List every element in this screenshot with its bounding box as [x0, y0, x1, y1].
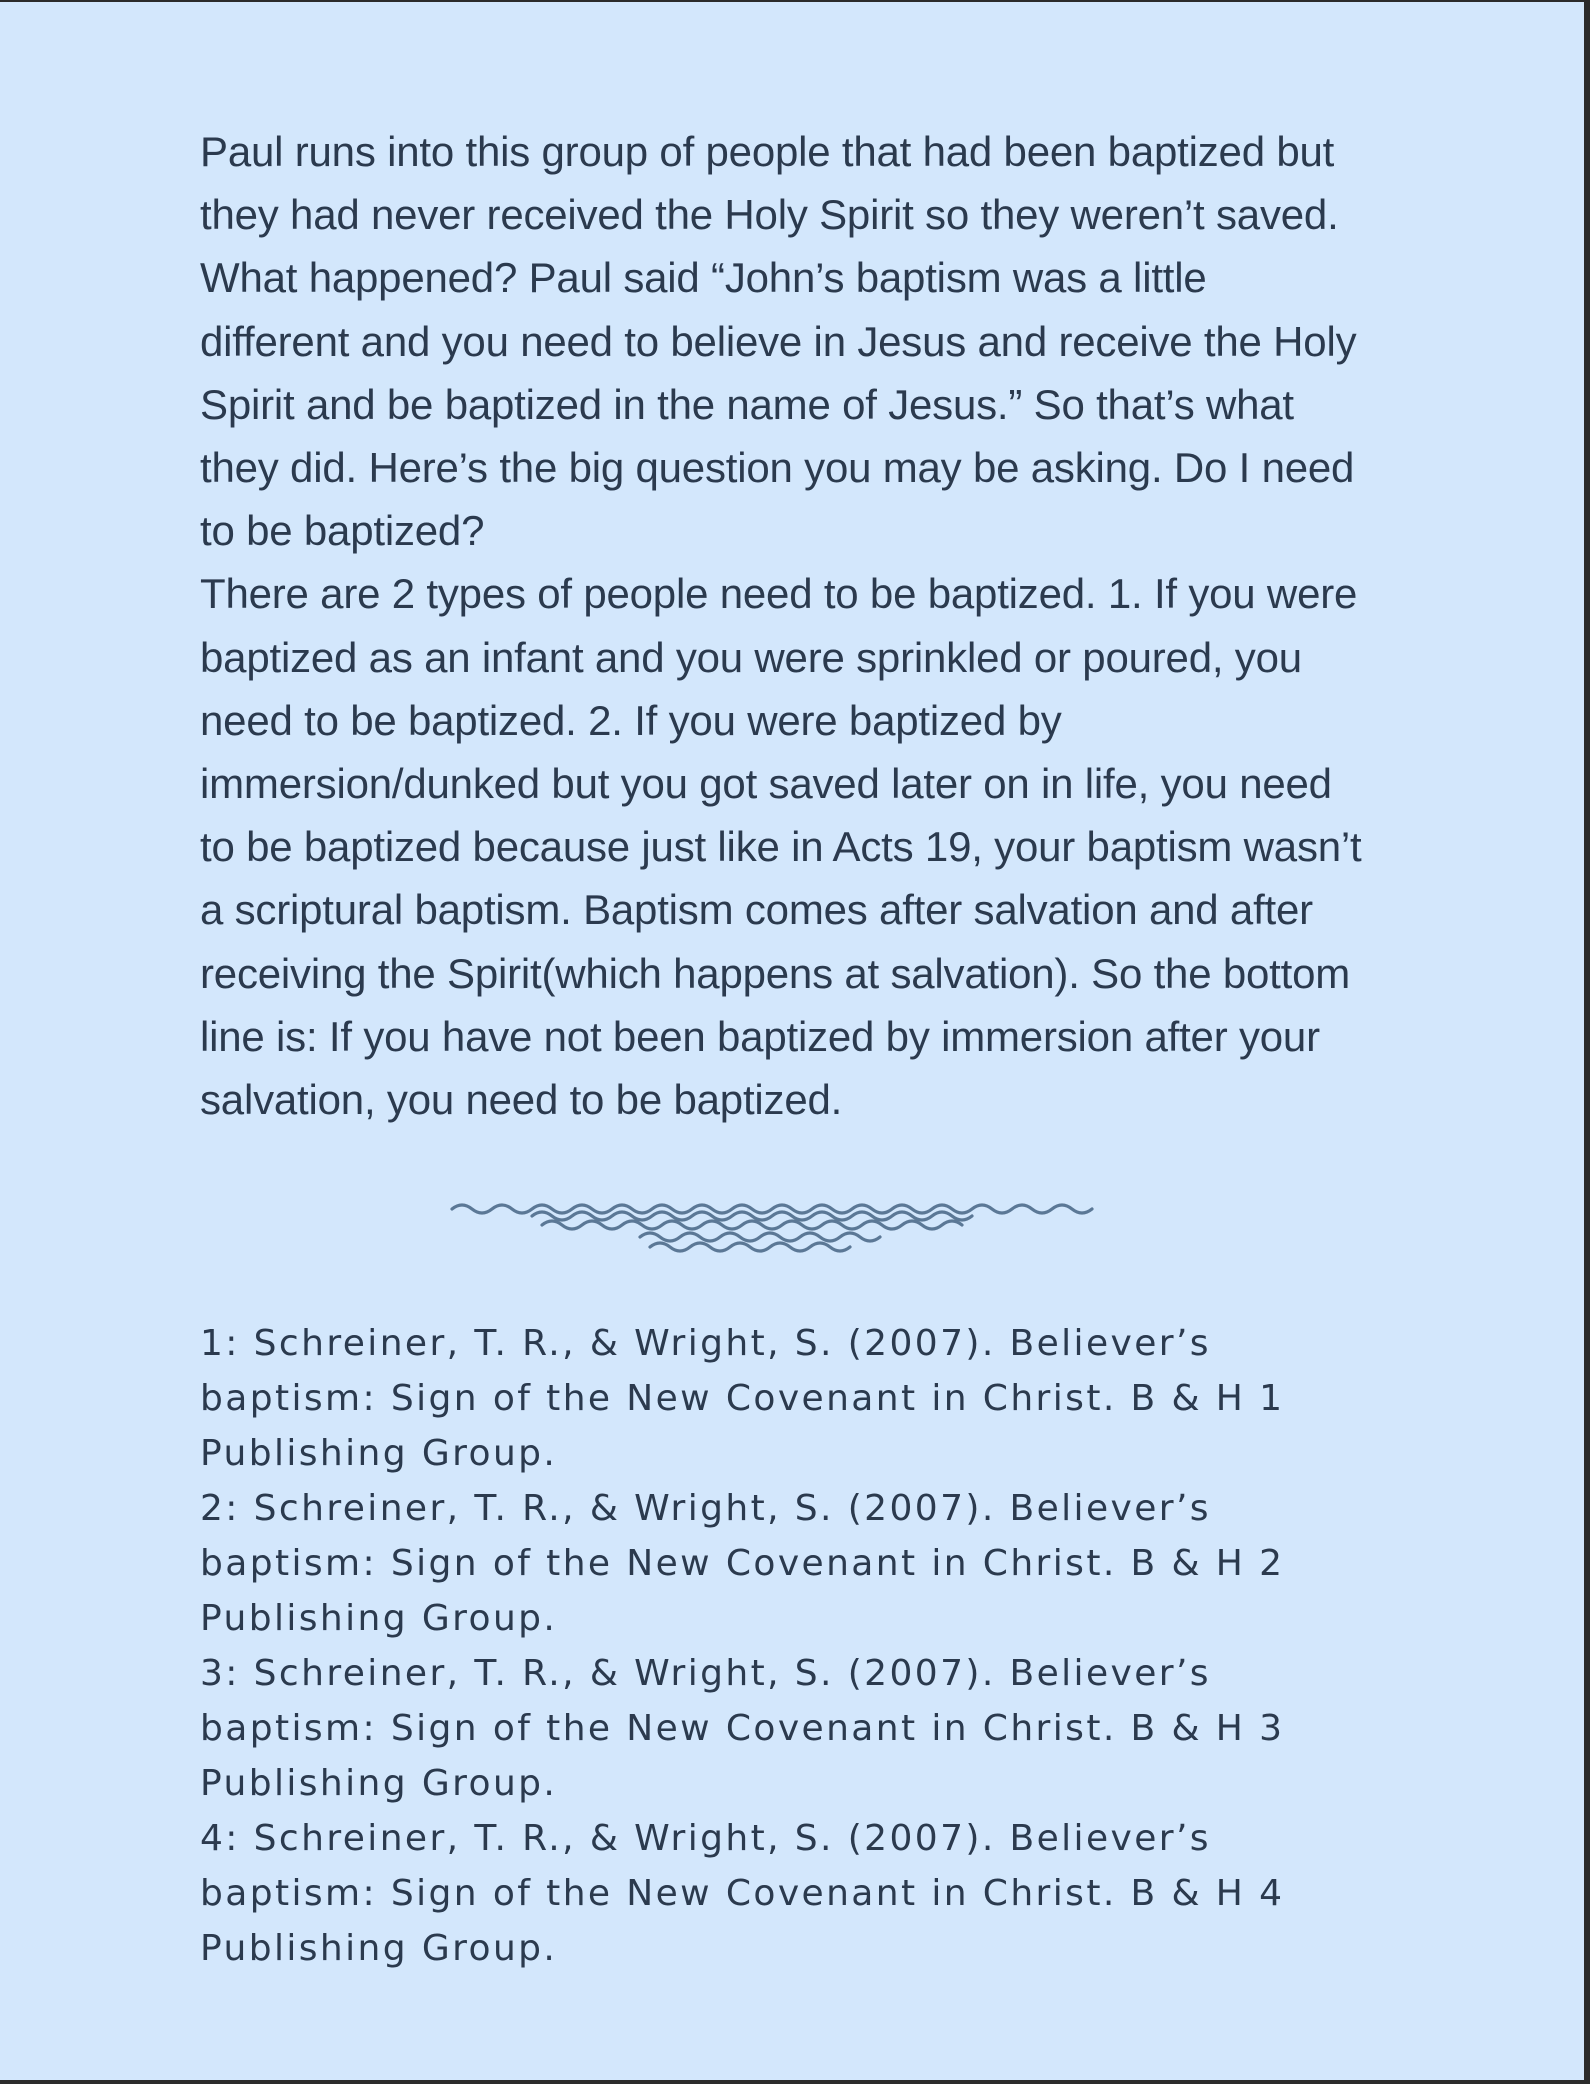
paragraph-acts-19: Paul runs into this group of people that had been baptized but they had never received the Holy Spirit so they weren’t saved. What happened? Paul said “John’s baptism was a little different and you need to believe in Jesus and receive the Holy Spirit and be baptized in the name of Jesus.” So that’s what they did. Here’s the big question you may be asking. Do I need to be baptized? [200, 128, 1357, 555]
references-list [200, 1316, 1400, 1976]
document-page [0, 2, 1587, 2080]
reference-1: 1: Schreiner, T. R., & Wright, S. (2007). Believer’s baptism: Sign of the New Covenant in Christ. B & H 1 Publishing Group. [200, 1323, 1285, 1474]
reference-4: 4: Schreiner, T. R., & Wright, S. (2007). Believer’s baptism: Sign of the New Covenant in Christ. B & H 4 Publishing Group. [200, 1818, 1285, 1969]
paragraph-who-needs-baptism: There are 2 types of people need to be baptized. 1. If you were baptized as an infant and you were sprinkled or poured, you need to be baptized. 2. If you were baptized by immersion/dunked but you got saved later on in life, you need to be baptized because just like in Acts 19, your baptism wasn’t a scriptural baptism. Baptism comes after salvation and after receiving the Spirit(which happens at salvation). So the bottom line is: If you have not been baptized by immersion after your salvation, you need to be baptized. [200, 570, 1362, 1124]
reference-3: 3: Schreiner, T. R., & Wright, S. (2007). Believer’s baptism: Sign of the New Covenant in Christ. B & H 3 Publishing Group. [200, 1653, 1285, 1804]
reference-2: 2: Schreiner, T. R., & Wright, S. (2007). Believer’s baptism: Sign of the New Covenant in Christ. B & H 2 Publishing Group. [200, 1488, 1285, 1639]
water-waves-icon [450, 1197, 1100, 1257]
body-text [200, 120, 1365, 1131]
